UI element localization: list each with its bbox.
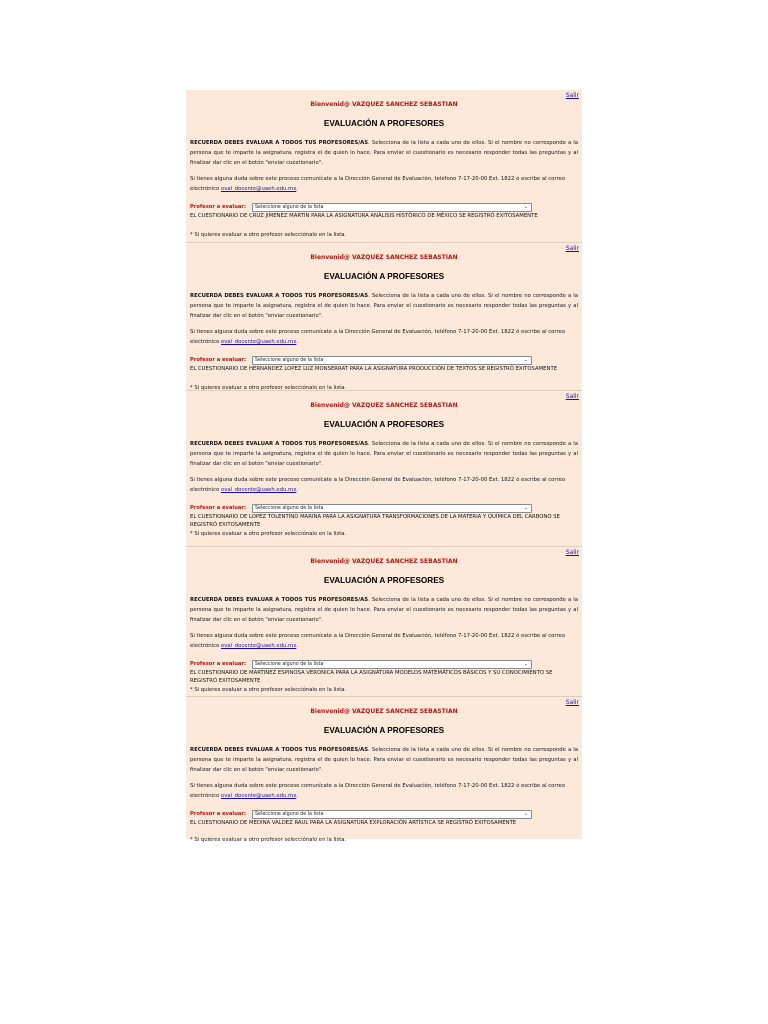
instructions-body: . Selecciona de la lista a cada uno de ellos. Si el nombre no corresponde a la persona que te imparte la asignatura, registra el de quien lo hace. Para enviar el cuestionario es necesario responder todas las preguntas y al finalizar dar clic en el botón "enviar cuestionario". (190, 441, 578, 467)
welcome-message: Bienvenid@ VAZQUEZ SANCHEZ SEBASTIAN (310, 254, 458, 261)
welcome-message: Bienvenid@ VAZQUEZ SANCHEZ SEBASTIAN (310, 101, 458, 108)
instructions-text (190, 292, 578, 321)
contact-body: Si tienes alguna duda sobre este proceso comunícate a la Dirección General de Evaluación, teléfono 7-17-20-00 Ext. 1822 ó escribe al correo electrónico (190, 176, 566, 192)
evaluation-panel (186, 696, 582, 843)
evaluation-document (186, 90, 582, 843)
contact-end: . (296, 792, 299, 799)
contact-body: Si tienes alguna duda sobre este proceso comunícate a la Dirección General de Evaluación, teléfono 7-17-20-00 Ext. 1822 ó escribe al correo electrónico (190, 329, 566, 345)
page-title: EVALUACIÓN A PROFESORES (323, 726, 445, 735)
logout-link[interactable]: Salir (565, 92, 579, 99)
contact-end: . (296, 642, 299, 649)
contact-body: Si tienes alguna duda sobre este proceso comunícate a la Dirección General de Evaluación, teléfono 7-17-20-00 Ext. 1822 ó escribe al correo electrónico (190, 633, 566, 649)
instructions-body: . Selecciona de la lista a cada uno de ellos. Si el nombre no corresponde a la persona que te imparte la asignatura, registra el de quien lo hace. Para enviar el cuestionario es necesario responder todas las preguntas y al finalizar dar clic en el botón "enviar cuestionario". (190, 293, 578, 319)
instructions-bold: RECUERDA DEBES EVALUAR A TODOS TUS PROFESORES/AS (190, 747, 369, 753)
chevron-down-icon: ⌄ (523, 204, 528, 210)
professor-select-value: Seleccione alguno de la lista (255, 506, 324, 511)
instructions-text (190, 746, 578, 775)
email-link[interactable]: eval_docente@uaeh.edu.mx (220, 642, 297, 649)
select-another-note: * Si quieres evaluar a otro profesor selecciónalo en la lista. (190, 687, 347, 693)
professor-select[interactable] (252, 504, 532, 513)
email-link[interactable]: eval_docente@uaeh.edu.mx (220, 792, 297, 799)
professor-select[interactable] (252, 356, 532, 365)
submission-result-message: EL CUESTIONARIO DE CRUZ JIMENEZ MARTIN PARA LA ASIGNATURA ANÁLISIS HISTÓRICO DE MÉXICO SE REGISTRÓ EXITOSAMENTE (190, 213, 538, 219)
instructions-bold: RECUERDA DEBES EVALUAR A TODOS TUS PROFESORES/AS (190, 441, 369, 447)
contact-text (190, 782, 578, 802)
select-another-note: * Si quieres evaluar a otro profesor selecciónalo en la lista. (190, 385, 347, 391)
professor-select-value: Seleccione alguno de la lista (255, 662, 324, 667)
instructions-body: . Selecciona de la lista a cada uno de ellos. Si el nombre no corresponde a la persona que te imparte la asignatura, registra el de quien lo hace. Para enviar el cuestionario es necesario responder todas las preguntas y al finalizar dar clic en el botón "enviar cuestionario". (190, 140, 578, 166)
professor-label: Profesor a evaluar: (190, 204, 247, 210)
contact-end: . (296, 338, 299, 345)
evaluation-panel (186, 242, 582, 391)
submission-result-message: EL CUESTIONARIO DE LOPEZ TOLENTINO MARINA PARA LA ASIGNATURA TRANSFORMACIONES DE LA MATERIA Y QUÍMICA DEL CARBONO SE REGISTRÓ EXITOSAMENTE (190, 514, 560, 528)
professor-select-value: Seleccione alguno de la lista (255, 205, 324, 210)
welcome-message: Bienvenid@ VAZQUEZ SANCHEZ SEBASTIAN (310, 558, 458, 565)
evaluation-panel (186, 546, 582, 697)
professor-selector-row (190, 356, 580, 365)
page-title: EVALUACIÓN A PROFESORES (323, 576, 445, 585)
contact-end: . (296, 185, 299, 192)
select-another-note: * Si quieres evaluar a otro profesor selecciónalo en la lista. (190, 232, 347, 238)
contact-text (190, 476, 578, 496)
logout-link[interactable]: Salir (565, 549, 579, 556)
contact-end: . (296, 486, 299, 493)
professor-label: Profesor a evaluar: (190, 811, 247, 817)
select-another-note: * Si quieres evaluar a otro profesor selecciónalo en la lista. (190, 531, 347, 537)
select-another-note: * Si quieres evaluar a otro profesor selecciónalo en la lista. (190, 837, 347, 843)
contact-body: Si tienes alguna duda sobre este proceso comunícate a la Dirección General de Evaluación, teléfono 7-17-20-00 Ext. 1822 ó escribe al correo electrónico (190, 783, 566, 799)
professor-label: Profesor a evaluar: (190, 357, 247, 363)
logout-link[interactable]: Salir (565, 393, 579, 400)
instructions-bold: RECUERDA DEBES EVALUAR A TODOS TUS PROFESORES/AS (190, 140, 369, 146)
evaluation-panel (186, 390, 582, 547)
professor-selector-row (190, 504, 580, 513)
instructions-text (190, 596, 578, 625)
professor-selector-row (190, 660, 580, 669)
professor-select[interactable] (252, 203, 532, 212)
instructions-body: . Selecciona de la lista a cada uno de ellos. Si el nombre no corresponde a la persona que te imparte la asignatura, registra el de quien lo hace. Para enviar el cuestionario es necesario responder todas las preguntas y al finalizar dar clic en el botón "enviar cuestionario". (190, 597, 578, 623)
instructions-bold: RECUERDA DEBES EVALUAR A TODOS TUS PROFESORES/AS (190, 597, 369, 603)
logout-link[interactable]: Salir (565, 245, 579, 252)
professor-label: Profesor a evaluar: (190, 661, 247, 667)
professor-select[interactable] (252, 810, 532, 819)
email-link[interactable]: eval_docente@uaeh.edu.mx (220, 338, 297, 345)
page-title: EVALUACIÓN A PROFESORES (323, 272, 445, 281)
email-link[interactable]: eval_docente@uaeh.edu.mx (220, 486, 297, 493)
instructions-text (190, 139, 578, 168)
email-link[interactable]: eval_docente@uaeh.edu.mx (220, 185, 297, 192)
professor-select-value: Seleccione alguno de la lista (255, 358, 324, 363)
chevron-down-icon: ⌄ (523, 661, 528, 667)
professor-select[interactable] (252, 660, 532, 669)
logout-link[interactable]: Salir (565, 699, 579, 706)
chevron-down-icon: ⌄ (523, 811, 528, 817)
professor-select-value: Seleccione alguno de la lista (255, 812, 324, 817)
page-title: EVALUACIÓN A PROFESORES (323, 420, 445, 429)
professor-label: Profesor a evaluar: (190, 505, 247, 511)
professor-selector-row (190, 203, 580, 212)
submission-result-message: EL CUESTIONARIO DE MARTINEZ ESPINOSA VERONICA PARA LA ASIGNATURA MODELOS MATEMÁTICOS BÁSICOS Y SU CONOCIMIENTO SE REGISTRÓ EXITOSAMENTE (190, 670, 553, 684)
instructions-body: . Selecciona de la lista a cada uno de ellos. Si el nombre no corresponde a la persona que te imparte la asignatura, registra el de quien lo hace. Para enviar el cuestionario es necesario responder todas las preguntas y al finalizar dar clic en el botón "enviar cuestionario". (190, 747, 578, 773)
chevron-down-icon: ⌄ (523, 505, 528, 511)
contact-text (190, 328, 578, 348)
instructions-text (190, 440, 578, 469)
welcome-message: Bienvenid@ VAZQUEZ SANCHEZ SEBASTIAN (310, 708, 458, 715)
contact-text (190, 175, 578, 195)
evaluation-panel (186, 90, 582, 242)
instructions-bold: RECUERDA DEBES EVALUAR A TODOS TUS PROFESORES/AS (190, 293, 369, 299)
contact-body: Si tienes alguna duda sobre este proceso comunícate a la Dirección General de Evaluación, teléfono 7-17-20-00 Ext. 1822 ó escribe al correo electrónico (190, 477, 566, 493)
welcome-message: Bienvenid@ VAZQUEZ SANCHEZ SEBASTIAN (310, 402, 458, 409)
professor-selector-row (190, 810, 580, 819)
submission-result-message: EL CUESTIONARIO DE MEDINA VALDEZ RAUL PARA LA ASIGNATURA EXPLORACIÓN ARTÍSTICA SE REGISTRÓ EXITOSAMENTE (190, 820, 517, 826)
contact-text (190, 632, 578, 652)
submission-result-message: EL CUESTIONARIO DE HERNANDEZ LOPEZ LUZ MONSERRAT PARA LA ASIGNATURA PRODUCCIÓN DE TEXTOS SE REGISTRÓ EXITOSAMENTE (190, 366, 558, 372)
chevron-down-icon: ⌄ (523, 357, 528, 363)
page-title: EVALUACIÓN A PROFESORES (323, 119, 445, 128)
